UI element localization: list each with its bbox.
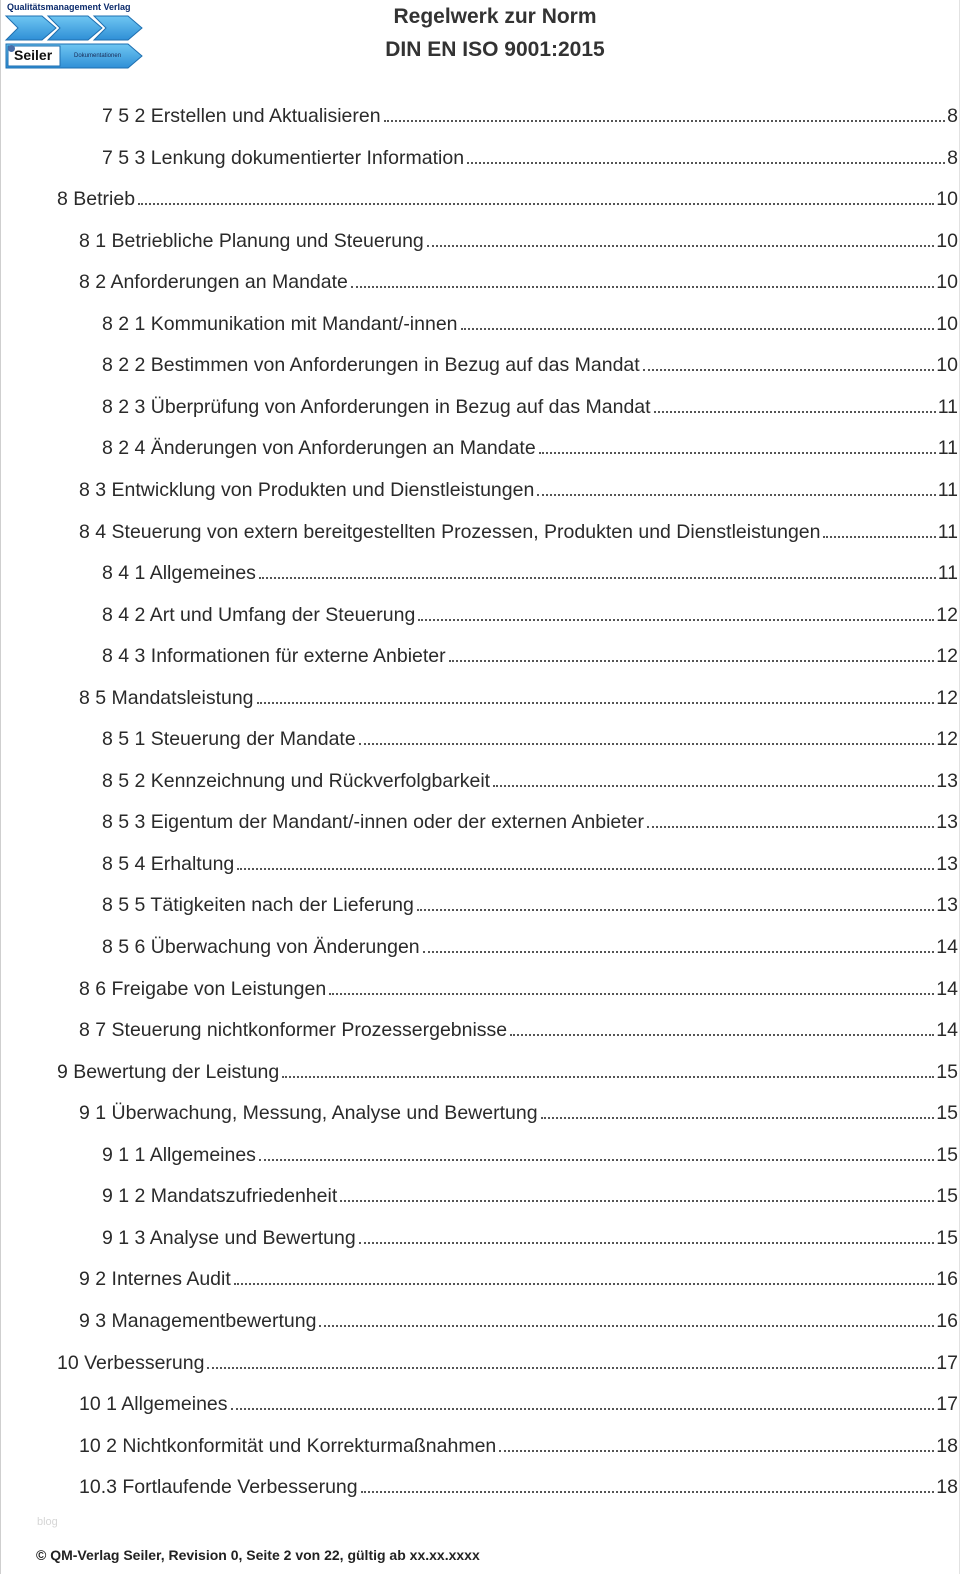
toc-entry[interactable] (102, 1137, 958, 1167)
toc-entry-label: 9 Bewertung der Leistung (57, 1060, 280, 1083)
toc-entry[interactable] (79, 1303, 958, 1333)
toc-dot-leader (329, 993, 934, 995)
toc-entry[interactable] (102, 597, 958, 627)
toc-entry-page: 11 (937, 520, 958, 543)
toc-entry-label: 8 2 3 Überprüfung von Anforderungen in Bezug auf das Mandat (102, 395, 651, 418)
toc-dot-leader (510, 1034, 934, 1036)
toc-entry[interactable] (79, 1261, 958, 1291)
toc-entry-label: 8 2 1 Kommunikation mit Mandant/-innen (102, 312, 458, 335)
toc-entry-page: 8 (947, 105, 958, 127)
toc-entry-page: 12 (936, 603, 958, 626)
toc-entry-label: 8 7 Steuerung nichtkonformer Prozessergebnisse (79, 1019, 508, 1042)
page-border (0, 0, 1, 1574)
toc-dot-leader (207, 1367, 934, 1369)
toc-entry[interactable] (79, 223, 958, 253)
toc-entry-page: 10 (936, 271, 958, 294)
toc-entry-page: 15 (936, 1143, 958, 1166)
toc-entry[interactable] (102, 140, 958, 170)
toc-entry-page: 18 (936, 1476, 958, 1499)
toc-entry[interactable] (102, 306, 958, 336)
toc-entry-label: 8 5 2 Kennzeichnung und Rückverfolgbarkeit (102, 769, 491, 792)
toc-entry-page: 15 (936, 1060, 958, 1083)
toc-entry[interactable] (102, 846, 958, 876)
toc-entry-label: 8 2 Anforderungen an Mandate (79, 271, 348, 294)
toc-entry-page: 10 (936, 229, 958, 252)
toc-entry-label: 8 5 5 Tätigkeiten nach der Lieferung (102, 894, 414, 917)
toc-entry-label: 8 6 Freigabe von Leistungen (79, 977, 327, 1000)
toc-entry-label: 10 1 Allgemeines (79, 1393, 228, 1416)
toc-entry-label: 10 Verbesserung (57, 1351, 205, 1374)
toc-entry[interactable] (102, 347, 958, 377)
toc-entry-page: 12 (936, 686, 958, 709)
toc-entry-page: 17 (936, 1351, 958, 1374)
toc-entry[interactable] (79, 1012, 958, 1042)
logo-tagline: Dokumentationen (74, 53, 122, 59)
toc-entry-page: 8 (947, 146, 958, 169)
toc-entry-page: 13 (936, 811, 958, 834)
toc-dot-leader (359, 1242, 935, 1244)
toc-entry[interactable] (79, 1469, 958, 1499)
toc-entry-page: 11 (937, 562, 958, 585)
toc-entry-label: 8 4 3 Informationen für externe Anbieter (102, 645, 446, 668)
toc-entry[interactable] (79, 1386, 958, 1416)
toc-entry-page: 13 (936, 769, 958, 792)
toc-dot-leader (493, 785, 934, 787)
toc-entry-page: 17 (936, 1393, 958, 1416)
toc-entry[interactable] (102, 1220, 958, 1250)
toc-entry[interactable] (57, 1345, 958, 1375)
toc-dot-leader (467, 162, 945, 164)
toc-entry[interactable] (79, 1428, 958, 1458)
toc-entry-label: 9 1 1 Allgemeines (102, 1143, 256, 1166)
toc-entry-label: 8 2 4 Änderungen von Anforderungen an Mandate (102, 437, 536, 460)
toc-entry-label: 9 1 3 Analyse und Bewertung (102, 1226, 356, 1249)
toc-entry-label: 10 2 Nichtkonformität und Korrekturmaßnahmen (79, 1434, 497, 1457)
toc-entry[interactable] (79, 971, 958, 1001)
toc-entry[interactable] (79, 514, 958, 544)
toc-dot-leader (823, 536, 935, 538)
toc-entry-page: 15 (936, 1102, 958, 1125)
toc-entry[interactable] (102, 763, 958, 793)
toc-entry[interactable] (79, 1095, 958, 1125)
toc-dot-leader (319, 1325, 934, 1327)
toc-entry-label: 8 3 Entwicklung von Produkten und Dienstleistungen (79, 478, 535, 501)
toc-dot-leader (257, 702, 935, 704)
toc-dot-leader (654, 411, 936, 413)
toc-entry-label: 10.3 Fortlaufende Verbesserung (79, 1476, 358, 1499)
document-subtitle: DIN EN ISO 9001:2015 (385, 38, 605, 61)
toc-entry-page: 12 (936, 728, 958, 751)
toc-entry-page: 16 (936, 1309, 958, 1332)
toc-entry-page: 14 (936, 1019, 958, 1042)
toc-dot-leader (539, 452, 936, 454)
toc-entry-page: 11 (937, 478, 958, 501)
toc-dot-leader (427, 245, 935, 247)
toc-entry[interactable] (102, 804, 958, 834)
toc-entry-label: 8 2 2 Bestimmen von Anforderungen in Bezug auf das Mandat (102, 354, 640, 377)
page-footer: © QM-Verlag Seiler, Revision 0, Seite 2 von 22, gültig ab xx.xx.xxxx (36, 1547, 480, 1563)
toc-dot-leader (384, 120, 946, 122)
toc-dot-leader (351, 286, 934, 288)
toc-entry-page: 15 (936, 1226, 958, 1249)
toc-entry-label: 9 1 Überwachung, Messung, Analyse und Bewertung (79, 1102, 538, 1125)
toc-dot-leader (418, 619, 934, 621)
toc-entry-label: 7 5 2 Erstellen und Aktualisieren (102, 105, 381, 127)
toc-dot-leader (359, 743, 935, 745)
toc-entry-label: 8 5 1 Steuerung der Mandate (102, 728, 356, 751)
toc-entry-page: 12 (936, 645, 958, 668)
watermark: blog (37, 1516, 58, 1528)
toc-entry-label: 9 2 Internes Audit (79, 1268, 231, 1291)
toc-entry-label: 8 5 4 Erhaltung (102, 852, 235, 875)
toc-entry-page: 11 (937, 437, 958, 460)
logo-name: Seiler (14, 47, 53, 63)
toc-entry-label: 8 5 Mandatsleistung (79, 686, 254, 709)
toc-entry-label: 8 4 1 Allgemeines (102, 562, 256, 585)
toc-entry[interactable] (79, 472, 958, 502)
toc-entry-page: 14 (936, 977, 958, 1000)
toc-dot-leader (340, 1200, 934, 1202)
toc-dot-leader (361, 1491, 935, 1493)
toc-dot-leader (499, 1450, 934, 1452)
toc-entry[interactable] (79, 680, 958, 710)
toc-entry[interactable] (102, 929, 958, 959)
toc-entry[interactable] (102, 98, 958, 128)
toc-entry-label: 8 Betrieb (57, 188, 136, 211)
toc-entry[interactable] (102, 430, 958, 460)
toc-entry-page: 13 (936, 852, 958, 875)
toc-entry-page: 14 (936, 936, 958, 958)
toc-dot-leader (259, 577, 936, 579)
toc-dot-leader (423, 951, 935, 953)
toc-entry-label: 9 3 Managementbewertung (79, 1309, 317, 1332)
toc-dot-leader (138, 203, 934, 205)
toc-dot-leader (541, 1117, 935, 1119)
logo-publisher-text: Qualitätsmanagement Verlag (7, 2, 131, 12)
toc-entry-page: 13 (936, 894, 958, 917)
toc-entry-page: 15 (936, 1185, 958, 1208)
toc-entry-label: 8 5 6 Überwachung von Änderungen (102, 936, 420, 958)
toc-dot-leader (282, 1076, 934, 1078)
toc-dot-leader (237, 868, 934, 870)
toc-entry-label: 8 1 Betriebliche Planung und Steuerung (79, 229, 424, 252)
toc-entry[interactable] (102, 638, 958, 668)
toc-entry[interactable] (102, 721, 958, 751)
toc-entry-page: 16 (936, 1268, 958, 1291)
toc-entry-page: 10 (936, 312, 958, 335)
toc-dot-leader (461, 328, 935, 330)
toc-dot-leader (234, 1283, 935, 1285)
toc-dot-leader (643, 369, 935, 371)
toc-entry-label: 7 5 3 Lenkung dokumentierter Information (102, 146, 465, 169)
toc-dot-leader (537, 494, 935, 496)
toc-entry-label: 8 4 2 Art und Umfang der Steuerung (102, 603, 416, 626)
toc-dot-leader (231, 1408, 935, 1410)
toc-dot-leader (449, 660, 935, 662)
toc-entry[interactable] (57, 181, 958, 211)
toc-entry-page: 11 (937, 395, 958, 418)
toc-entry[interactable] (102, 887, 958, 917)
toc-entry[interactable] (57, 1054, 958, 1084)
toc-dot-leader (259, 1159, 934, 1161)
toc-entry-page: 10 (936, 188, 958, 211)
toc-entry-page: 10 (936, 354, 958, 377)
toc-entry-page: 18 (936, 1434, 958, 1457)
toc-entry[interactable] (102, 389, 958, 419)
toc-dot-leader (417, 909, 934, 911)
toc-entry[interactable] (79, 264, 958, 294)
toc-entry[interactable] (102, 1178, 958, 1208)
toc-entry-label: 9 1 2 Mandatszufriedenheit (102, 1185, 338, 1208)
toc-entry-label: 8 5 3 Eigentum der Mandant/-innen oder der externen Anbieter (102, 811, 645, 834)
toc-dot-leader (647, 826, 934, 828)
toc-entry[interactable] (102, 555, 958, 585)
toc-entry-label: 8 4 Steuerung von extern bereitgestellten Prozessen, Produkten und Dienstleistungen (79, 520, 821, 543)
document-title: Regelwerk zur Norm (393, 5, 597, 28)
